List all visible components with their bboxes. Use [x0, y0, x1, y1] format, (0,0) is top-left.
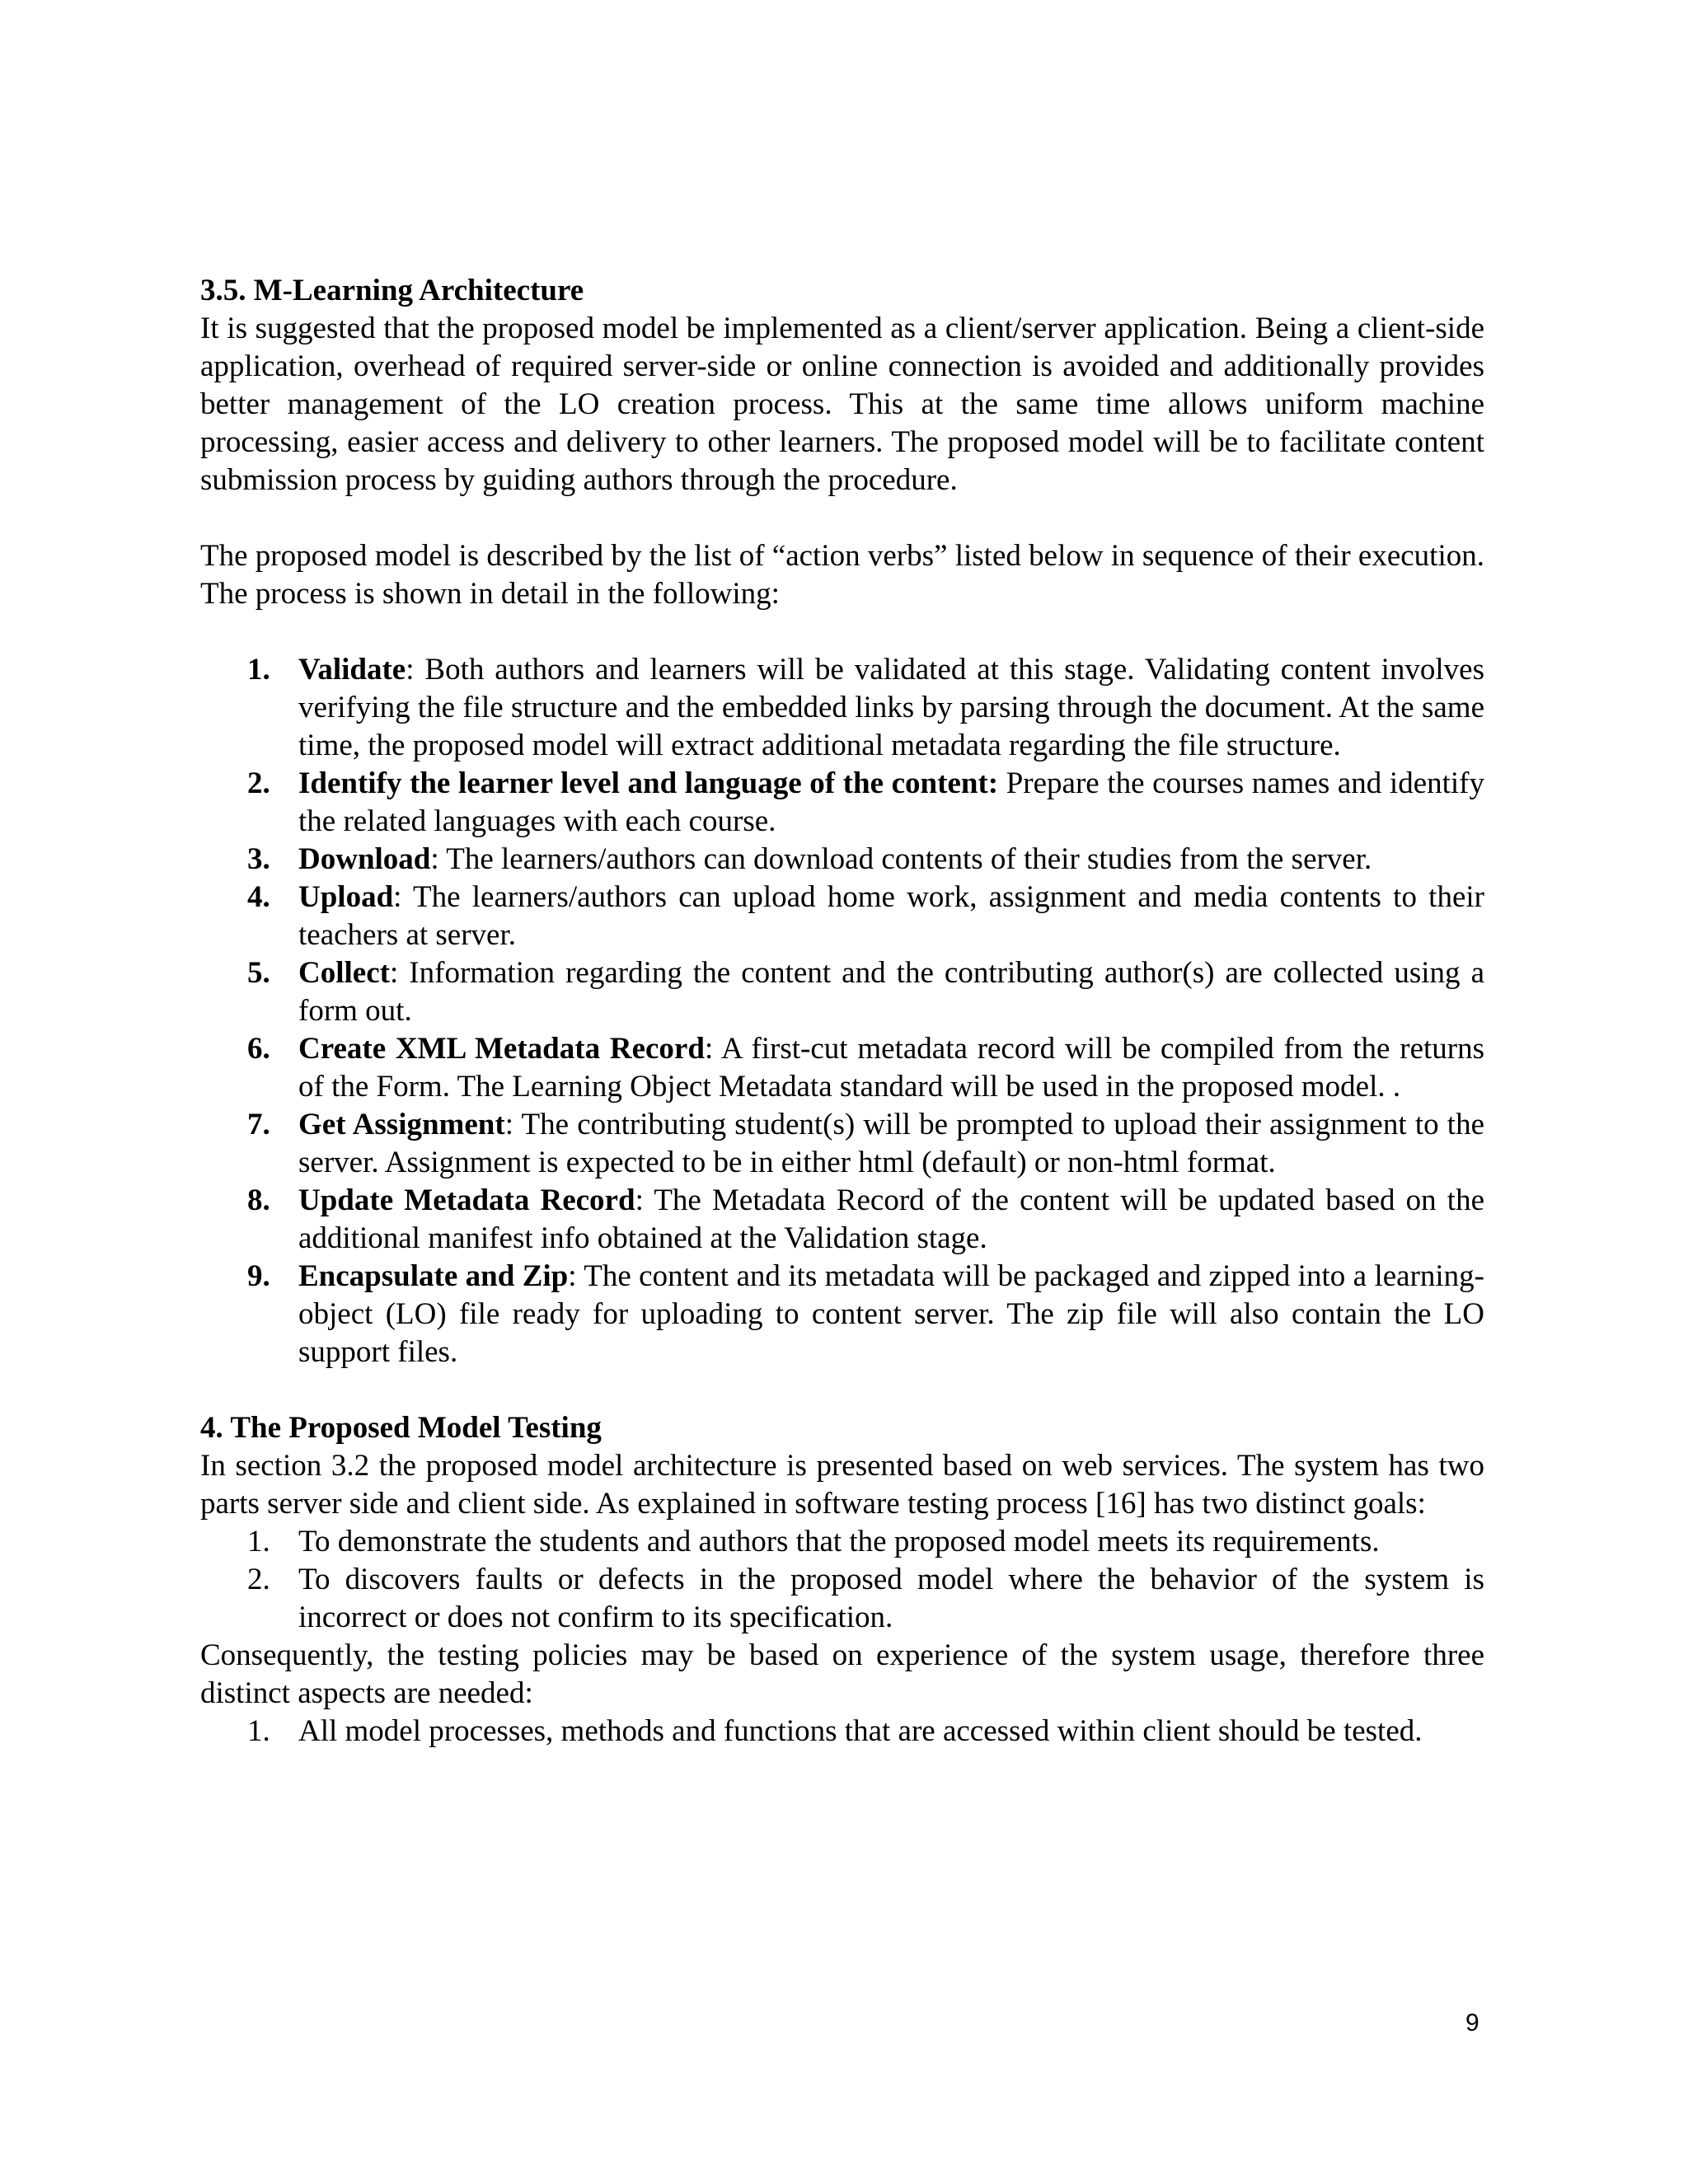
- step-title: Update Metadata Record: [298, 1183, 635, 1217]
- section-heading-3-5: 3.5. M-Learning Architecture: [200, 274, 584, 307]
- page-number: 9: [1465, 2009, 1479, 2036]
- step-title: Get Assignment: [298, 1108, 505, 1141]
- list-item: 4. Upload: The learners/authors can upload home work, assignment and media contents to their teachers at server.: [247, 880, 1484, 952]
- step-text: : Both authors and learners will be validated at this stage. Validating content involves verifying the file structure and the embedded links by parsing through the document. At the same time, the proposed model will extract additional metadata regarding the file structure.: [298, 653, 1484, 762]
- step-text: : A first-cut metadata record will be compiled from the returns of the Form. The Learning Object Metadata standard will be used in the proposed model. .: [298, 1032, 1484, 1104]
- step-title: Upload: [298, 880, 394, 914]
- step-title: Encapsulate and Zip: [298, 1259, 569, 1293]
- list-item: 8. Update Metadata Record: The Metadata Record of the content will be updated based on the additional manifest info obtained at the Validation stage.: [247, 1183, 1485, 1255]
- step-text: : The learners/authors can upload home work, assignment and media contents to their teachers at server.: [298, 880, 1484, 952]
- list-item: 6. Create XML Metadata Record: A first-cut metadata record will be compiled from the returns of the Form. The Learning Object Metadata standard will be used in the proposed model. .: [247, 1032, 1484, 1104]
- goal-text: To demonstrate the students and authors that the proposed model meets its requirements.: [298, 1525, 1380, 1558]
- step-title: Validate: [298, 653, 406, 687]
- goal-text: To discovers faults or defects in the proposed model where the behavior of the system is incorrect or does not confirm to its specification.: [298, 1563, 1484, 1634]
- list-item: 2. Identify the learner level and language of the content: Prepare the courses names and identify the related languages with each course.: [247, 766, 1484, 838]
- step-title: Create XML Metadata Record: [298, 1032, 705, 1066]
- section-heading-4: 4. The Proposed Model Testing: [200, 1411, 602, 1445]
- step-text: : Information regarding the content and the contributing author(s) are collected using a form out.: [298, 956, 1484, 1028]
- section-4-paragraph-2: Consequently, the testing policies may be based on experience of the system usage, therefore three distinct aspects are needed:: [200, 1638, 1484, 1710]
- action-verbs-list: [200, 651, 1484, 1371]
- step-text: : The content and its metadata will be packaged and zipped into a learning-object (LO) file ready for uploading to content server. The zip file will also contain the LO support files.: [298, 1259, 1484, 1369]
- step-title: Identify the learner level and language of the content:: [298, 766, 999, 800]
- testing-goals-list: [200, 1523, 1484, 1637]
- testing-aspects-list: [200, 1713, 1484, 1750]
- step-title: Download: [298, 842, 431, 876]
- section-3-5-paragraph-1: It is suggested that the proposed model be implemented as a client/server application. Being a client-side application, overhead of required server-side or online connection is avoided and additionally provides better management of the LO creation process. This at the same time allows uniform machine processing, easier access and delivery to other learners. The proposed model will be to facilitate content submission process by guiding authors through the procedure.: [200, 312, 1484, 497]
- section-4-paragraph-1: In section 3.2 the proposed model architecture is presented based on web services. The system has two parts server side and client side. As explained in software testing process [16] has two distinct goals:: [200, 1449, 1484, 1521]
- list-item: 3. Download: The learners/authors can download contents of their studies from the server.: [247, 842, 1372, 876]
- step-text: : The contributing student(s) will be prompted to upload their assignment to the server. Assignment is expected to be in either html (default) or non-html format.: [298, 1108, 1484, 1179]
- section-3-5-paragraph-2: The proposed model is described by the list of “action verbs” listed below in sequence of their execution. The process is shown in detail in the following:: [200, 539, 1484, 611]
- list-item: 5. Collect: Information regarding the content and the contributing author(s) are collected using a form out.: [247, 956, 1484, 1028]
- step-text: Prepare the courses names and identify the related languages with each course.: [298, 766, 1484, 838]
- aspect-text: All model processes, methods and functions that are accessed within client should be tested.: [298, 1714, 1423, 1748]
- list-item: 2. To discovers faults or defects in the proposed model where the behavior of the system is incorrect or does not confirm to its specification.: [247, 1563, 1484, 1634]
- step-text: : The Metadata Record of the content will be updated based on the additional manifest info obtained at the Validation stage.: [298, 1183, 1485, 1255]
- step-title: Collect: [298, 956, 390, 990]
- list-item: 1. All model processes, methods and functions that are accessed within client should be tested.: [247, 1714, 1423, 1748]
- step-text: : The learners/authors can download contents of their studies from the server.: [430, 842, 1372, 876]
- list-item: 1. Validate: Both authors and learners will be validated at this stage. Validating content involves verifying the file structure and the embedded links by parsing through the document. At the same time, the proposed model will extract additional metadata regarding the file structure.: [247, 653, 1484, 762]
- list-item: 9. Encapsulate and Zip: The content and its metadata will be packaged and zipped into a learning-object (LO) file ready for uploading to content server. The zip file will also contain the LO support files.: [247, 1259, 1484, 1369]
- list-item: 7. Get Assignment: The contributing student(s) will be prompted to upload their assignment to the server. Assignment is expected to be in either html (default) or non-html format.: [247, 1108, 1484, 1179]
- list-item: 1. To demonstrate the students and authors that the proposed model meets its requirements.: [247, 1525, 1380, 1558]
